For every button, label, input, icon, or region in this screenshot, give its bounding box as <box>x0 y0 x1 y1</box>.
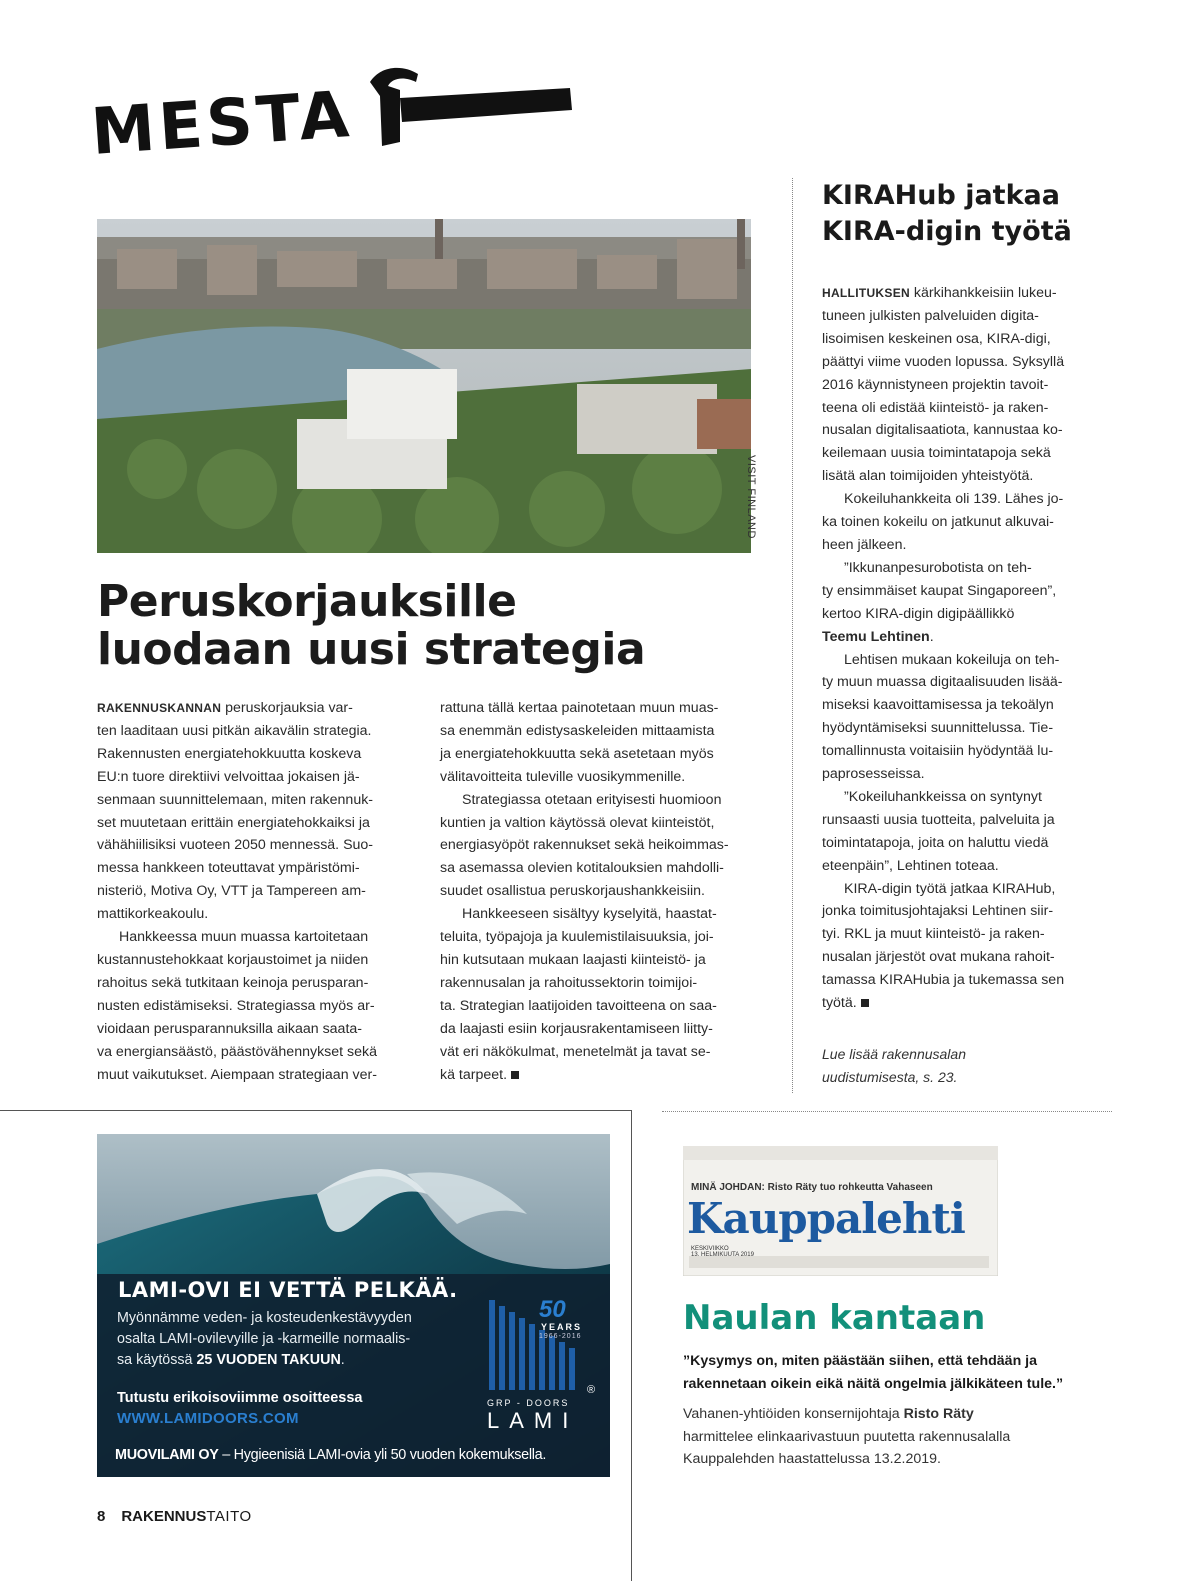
section-divider <box>662 1111 1112 1112</box>
text-line: ta. Strategian laatijoiden tavoitteena on saa- <box>440 997 717 1014</box>
text-line: päättyi viime vuoden lopussa. Syksyllä <box>822 353 1065 370</box>
text-line: ten laaditaan uusi pitkän aikavälin strategia. <box>97 722 372 739</box>
text-line: 13. HELMIKUUTA 2019 <box>691 1252 754 1258</box>
text-line: paprosesseissa. <box>822 766 925 783</box>
article-column-1 <box>97 697 417 1086</box>
newspaper-masthead: Kauppalehti <box>687 1194 965 1243</box>
text-line: tuneen julkisten palveluiden digita- <box>822 307 1039 324</box>
text-line: miseksi kaavoittamisessa ja tekoälyn <box>822 697 1054 714</box>
text-line: kuntien ja valtion käytössä olevat kiinteistöt, <box>440 814 715 831</box>
text-line: vät eri näkökulmat, menetelmät ja tavat se- <box>440 1043 711 1060</box>
lead-word: RAKENNUSKANNAN <box>97 701 222 715</box>
text-line: 2016 käynnistyneen projektin tavoit- <box>822 376 1049 393</box>
lami-advertisement[interactable] <box>97 1134 610 1477</box>
newspaper-strap: MINÄ JOHDAN: Risto Räty tuo rohkeutta Vahaseen <box>691 1182 933 1193</box>
logo-lami: LAMI <box>487 1408 579 1433</box>
text-line: KESKIVIIKKO <box>691 1246 729 1252</box>
text-line: Kauppalehden haastattelussa 13.2.2019. <box>683 1451 941 1467</box>
text-line: kä tarpeet. <box>440 1066 508 1083</box>
text-line: EU:n tuore direktiivi velvoittaa jokaisen jä- <box>97 768 360 785</box>
hammer-icon <box>360 60 575 160</box>
text-line: lisoimisen keskeinen osa, KIRA-digi, <box>822 330 1051 347</box>
text-line: Hankkeessa muun muassa kartoitetaan <box>119 929 369 946</box>
text-line: sa asemassa olevien kotitalouksien mahdolli- <box>440 860 724 877</box>
text-line: ty ensimmäiset kaupat Singaporeen”, <box>822 582 1057 599</box>
article-column-2 <box>440 697 760 1086</box>
text-line: va energiansäästö, päästövähennykset sekä <box>97 1043 377 1060</box>
text-line: Vahanen-yhtiöiden konsernijohtaja <box>683 1406 904 1422</box>
text-line: Hankkeeseen sisältyy kyselyitä, haastat- <box>462 906 717 923</box>
text-line: ”Kokeiluhankkeissa on syntynyt <box>844 788 1042 805</box>
end-mark-icon <box>511 1071 519 1079</box>
lead-word: HALLITUKSEN <box>822 286 910 300</box>
logo-grp: GRP - DOORS <box>487 1398 570 1408</box>
ad-footer <box>115 1447 546 1463</box>
brand-light: TAITO <box>206 1508 252 1525</box>
text-line: hin kutsutaan mukaan laajasti kiinteistö- ja <box>440 951 706 968</box>
headline-line: KIRAHub jatkaa <box>822 180 1060 211</box>
text-line: kärkihankkeisiin lukeu- <box>909 285 1057 301</box>
ad-url-link[interactable]: WWW.LAMIDOORS.COM <box>117 1410 299 1427</box>
article-headline <box>97 578 747 674</box>
headline-line: KIRA-digin työtä <box>822 216 1072 247</box>
text-line: rahoitus sekä tutkitaan keinoja perusparan- <box>97 974 369 991</box>
text-line: teluita, työpajoja ja kuulemistilaisuuksia, joi- <box>440 929 714 946</box>
text-line: Lehtisen mukaan kokeiluja on teh- <box>844 651 1060 668</box>
brand-bold: RAKENNUS <box>121 1508 207 1525</box>
text-line: Kokeiluhankkeita oli 139. Lähes jo- <box>844 491 1064 508</box>
quote <box>683 1350 1113 1396</box>
headline-line: Peruskorjauksille <box>97 576 517 627</box>
text-line: ja energiatehokkuutta sekä asetetaan myös <box>440 745 714 762</box>
text-line: sa käytössä <box>117 1352 197 1368</box>
text-line: Rakennusten energiatehokkuutta koskeva <box>97 745 362 762</box>
text-line: välitavoitteita tuleville vuosikymmenille. <box>440 768 686 785</box>
section-title: MESTA <box>88 77 356 170</box>
text-line: suudet osallistua peruskorjaushankkeisiin. <box>440 883 705 900</box>
ad-body <box>117 1308 477 1371</box>
text-line: hyödyntämiseksi suunnittelussa. Tie- <box>822 720 1054 737</box>
text-line: lisätä alan toimijoiden yhteistyötä. <box>822 468 1034 485</box>
text-line: ty muun muassa digitaalisuuden lisää- <box>822 674 1063 691</box>
quote-attribution <box>683 1403 1103 1471</box>
kauppalehti-clipping <box>683 1146 998 1276</box>
text-line: ”Ikkunanpesurobotista on teh- <box>844 559 1032 576</box>
text-line: uudistumisesta, s. 23. <box>822 1069 958 1085</box>
photo-credit: VISIT FINLAND <box>745 455 757 539</box>
text-line: osalta LAMI-ovilevyille ja -karmeille normaalis- <box>117 1331 411 1347</box>
column-divider <box>792 178 793 1093</box>
text-line: työtä. <box>822 995 857 1012</box>
text-line: ka toinen kokeilu on jatkunut alkuvai- <box>822 514 1054 531</box>
logo-years: YEARS <box>541 1322 583 1332</box>
text-line: mattikorkeakoulu. <box>97 906 209 923</box>
text-line: kustannustehokkaat korjaustoimet ja niiden <box>97 951 369 968</box>
sidebar-column: HALLITUKSEN kärkihankkeisiin lukeu- tuneen julkisten palveluiden digita- lisoimisen keskeinen osa, KIRA-digi, päättyi viime vuoden lopussa. Syksyllä 2016 käynnistyneen projektin tavoit- teena oli edistää kiinteistö- ja raken- nusalan digitalisaatiota, kannustaa ko- keilemaan uusia toimintatapoja sekä lisätä alan toimijoiden yhteistyötä. Kokeiluhankkeita oli 139. Lähes jo- ka toinen kokeilu on jatkunut alkuvai- heen jälkeen. ”Ikkunanpesurobotista on teh- ty ensimmäiset kaupat Singaporeen”, kertoo KIRA-digin digipäällikkö Teemu Lehtinen. Lehtisen mukaan kokeiluja on teh- ty muun muassa digitaalisuuden lisää- miseksi kaavoittamisessa ja tekoälyn hyödyntämiseksi suunnittelussa. Tie- tomallinnusta voitaisiin hyödyntää lu- paprosesseissa. ”Kokeiluhankkeissa on syntynyt runsaasti uusia tuotteita, palveluita ja toimintatapoja, joita on haluttu viedä eteenpäin”, Lehtinen toteaa. KIRA-digin työtä jatkaa KIRAHub, jonka toimitusjohtajaksi Lehtinen siir- tyi. RKL ja muut kiinteistö- ja raken- nusalan järjestöt ovat mukana rahoit- tamassa KIRAHubia ja tukemassa sen työtä. <box>822 282 1094 1015</box>
headline-line: luodaan uusi strategia <box>97 624 646 675</box>
text-line: energiasyöpöt rakennukset sekä heikoimmas- <box>440 837 729 854</box>
text-line: . <box>340 1352 345 1368</box>
text-line: tyi. RKL ja muut kiinteistö- ja raken- <box>822 926 1045 943</box>
text-line: rattuna tällä kertaa painotetaan muun muas- <box>440 700 719 716</box>
text-line: KIRA-digin työtä jatkaa KIRAHub, <box>844 880 1056 897</box>
sidebar-headline <box>822 178 1122 250</box>
text-line: runsaasti uusia tuotteita, palveluita ja <box>822 811 1055 828</box>
warranty-text: 25 VUODEN TAKUUN <box>196 1352 341 1368</box>
text-line: senmaan suunnittelemaan, miten rakennuk- <box>97 791 374 808</box>
text-line: muut vaikutukset. Aiempaan strategiaan ver- <box>97 1066 377 1083</box>
text-line: rakennusalan ja rahoitussektorin toimijoi- <box>440 974 698 991</box>
text-line: messa hankkeen toteuttavat ympäristömi- <box>97 860 360 877</box>
page-number: 8 <box>97 1508 106 1525</box>
read-more-note <box>822 1043 1062 1089</box>
text-line: nusalan järjestöt ovat mukana rahoit- <box>822 949 1055 966</box>
text-line: tomallinnusta voitaisiin hyödyntää lu- <box>822 743 1054 760</box>
text-line: keilemaan uusia toimintatapoja sekä <box>822 445 1051 462</box>
text-line: nusalan digitalisaatiota, kannustaa ko- <box>822 422 1063 439</box>
newspaper-date <box>691 1246 754 1258</box>
text-line: vioidaan perusparannuksilla aikaan saata- <box>97 1020 363 1037</box>
end-mark-icon <box>861 999 869 1007</box>
page-footer <box>97 1508 252 1525</box>
text-line: Strategiassa otetaan erityisesti huomioon <box>462 791 722 808</box>
person-name: Teemu Lehtinen <box>822 628 930 645</box>
text-line: ”Kysymys on, miten päästään siihen, että tehdään ja <box>683 1353 1038 1369</box>
helsinki-aerial-photo <box>97 219 751 553</box>
logo-registered: ® <box>587 1384 596 1396</box>
text-line: toimintatapoja, joita on haluttu viedä <box>822 834 1049 851</box>
text-line: sa enemmän edistysaskeleiden mittaamista <box>440 722 715 739</box>
text-line: nisteriö, Motiva Oy, VTT ja Tampereen am- <box>97 883 366 900</box>
text-line: heen jälkeen. <box>822 536 907 553</box>
ad-headline: LAMI-OVI EI VETTÄ PELKÄÄ. <box>118 1278 458 1302</box>
text-line: harmittelee elinkaarivastuun puutetta rakennusalalla <box>683 1428 1011 1445</box>
ad-cta: Tutustu erikoisoviimme osoitteessa <box>117 1390 363 1406</box>
text-line: jonka toimitusjohtajaksi Lehtinen siir- <box>822 903 1054 920</box>
text-line: vähähiilisiksi vuoteen 2050 mennessä. Suo- <box>97 837 374 854</box>
text-line: kertoo KIRA-digin digipäällikkö <box>822 605 1015 622</box>
text-line: da laajasti esiin korjausrakentamiseen liitty- <box>440 1020 713 1037</box>
logo-range: 1966-2016 <box>539 1333 582 1340</box>
person-name: Risto Räty <box>903 1406 974 1422</box>
text-line: Myönnämme veden- ja kosteudenkestävyyden <box>117 1310 412 1326</box>
text-line: tamassa KIRAHubia ja tukemassa sen <box>822 972 1065 989</box>
logo-50: 50 <box>539 1296 566 1323</box>
text-line: Lue lisää rakennusalan <box>822 1046 966 1062</box>
text-line: eteenpäin”, Lehtinen toteaa. <box>822 857 999 874</box>
text-line: set muutetaan erittäin energiatehokkaiksi ja <box>97 814 370 831</box>
company-name: MUOVILAMI OY <box>115 1447 219 1463</box>
text-line: teena oli edistää kiinteistö- ja raken- <box>822 399 1049 416</box>
text-line: rakennetaan oikein eikä näitä ongelmia jälkikäteen tule.” <box>683 1376 1064 1392</box>
naulan-title: Naulan kantaan <box>683 1298 986 1338</box>
lami-logo <box>475 1296 600 1436</box>
text-line: peruskorjauksia var- <box>221 700 353 716</box>
text-line: – Hygieenisiä LAMI-ovia yli 50 vuoden kokemuksella. <box>218 1447 547 1463</box>
text-line: nusten edistämiseksi. Strategiassa myös ar- <box>97 997 375 1014</box>
